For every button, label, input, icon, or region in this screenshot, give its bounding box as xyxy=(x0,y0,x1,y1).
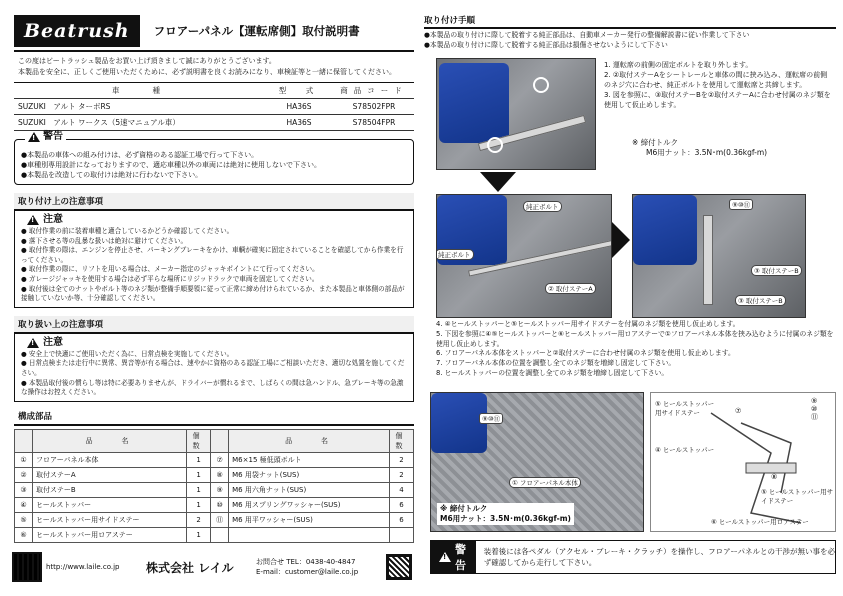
qr-code-icon xyxy=(386,554,412,580)
note-line: ● ガレージジャッキを使用する場合は必ず平らな場所にリジッドラックで車両を固定してください。 xyxy=(21,274,319,283)
label-floor-panel: ① フロアーパネル本体 xyxy=(509,477,581,488)
bolt-marker xyxy=(487,137,503,153)
part-no: ⑦ xyxy=(211,452,229,467)
hw-9: ⑨ xyxy=(482,415,488,423)
part-qty: 6 xyxy=(390,497,414,512)
parts-heading: 構成部品 xyxy=(14,408,414,426)
note-line: ● 取付作業の前に装着車種と適合しているかどうか確認してください。 xyxy=(21,227,234,235)
note-line: ● 安全上で快適にご使用いただく為に、日常点検を実施してください。 xyxy=(21,349,234,358)
install-notes-box xyxy=(14,211,414,308)
part-no: ⑤ xyxy=(15,512,33,527)
part-qty: 1 xyxy=(187,452,211,467)
caution-icon: ! xyxy=(27,215,39,225)
part-no: ⑥ xyxy=(15,527,33,542)
hw-10: ⑩ xyxy=(811,405,818,413)
part-qty: 2 xyxy=(187,512,211,527)
seat-shape xyxy=(439,63,509,143)
caution-label: 注意 xyxy=(43,214,63,226)
warning-icon: ! xyxy=(439,552,451,562)
intro-line: 本製品を安全に、正しくご使用いただくために、必ず説明書を良くお読みになり、車検証等と一緒に保管してください。 xyxy=(18,68,396,76)
steps-1-3 xyxy=(604,60,834,110)
hw-9: ⑨ xyxy=(732,201,738,209)
warning-icon: ! xyxy=(28,132,40,142)
handling-notes-box xyxy=(14,334,414,402)
part-no: ④ xyxy=(15,497,33,512)
intro-text xyxy=(14,56,414,78)
part-name xyxy=(229,527,390,542)
part-name: M6 用平ワッシャー(SUS) xyxy=(229,512,390,527)
part-name: M6 用袋ナット(SUS) xyxy=(229,467,390,482)
caution-caption xyxy=(27,338,407,348)
contact-email[interactable]: E-mail：customer@laile.co.jp xyxy=(256,568,359,576)
note-line: ● 取付作業の際は、エンジンを停止させ、パーキングブレーキをかけ、車輌が確実に固定されていることを確認してから作業を行ってください。 xyxy=(21,246,404,264)
vehicle-model: HA36S xyxy=(264,99,334,115)
caution-caption xyxy=(27,215,407,225)
step-text: 5. 下図を参照に④⑤ヒールストッパーと⑥ヒールストッパー用ロアステーで①フロアーパネル本体を挟み込むように付属のネジ類を使用し仮止めします。 xyxy=(436,329,834,348)
right-arrow-icon xyxy=(612,222,630,258)
torque-note-2 xyxy=(437,503,574,525)
caution-icon: ! xyxy=(27,338,39,348)
torque-value: M6用ナット：3.5N･m(0.36kgf-m) xyxy=(440,514,571,523)
part-no: ⑪ xyxy=(211,512,229,527)
vehicle-header-name: 車 種 xyxy=(14,83,264,99)
part-no: ⑩ xyxy=(211,497,229,512)
photo-seat-front xyxy=(436,58,596,170)
label-lower-stay: ⑥ ヒールストッパー用ロアステー xyxy=(711,518,809,526)
step-text: 1. 運転席の前側の固定ボルトを取り外します。 xyxy=(604,61,753,69)
part-qty: 1 xyxy=(187,527,211,542)
footer xyxy=(14,552,414,582)
photo-stay-a xyxy=(436,194,612,318)
seat-shape xyxy=(431,393,487,453)
part-name: 取付ステーB xyxy=(33,482,187,497)
part-name: M6×15 極低頭ボルト xyxy=(229,452,390,467)
qr-code-icon xyxy=(14,554,40,580)
label-stay-b: ③ 取付ステーB xyxy=(735,295,786,306)
warning-line: ●本製品を改造しての取付けは絶対に行わないで下さい。 xyxy=(21,171,203,179)
bolt-marker xyxy=(533,77,549,93)
vehicle-model: HA36S xyxy=(264,115,334,131)
table-row xyxy=(15,482,414,497)
torque-note-1 xyxy=(632,138,767,158)
warning-text: 装着後には各ペダル（アクセル・ブレーキ・クラッチ）を操作し、フロアーパネルとの干渉が無い事を必ず確認してから走行して下さい。 xyxy=(483,547,836,567)
website-link[interactable]: http://www.laile.co.jp xyxy=(46,563,120,571)
warning-line: ●車種別専用設計になっておりますので、適応車種以外の車両には絶対に使用しないで下さい。 xyxy=(21,161,321,169)
warning-tag xyxy=(431,541,476,573)
part-name: ヒールストッパー xyxy=(33,497,187,512)
part-qty: 1 xyxy=(187,497,211,512)
part-qty: 1 xyxy=(187,482,211,497)
heel-stopper-diagram xyxy=(650,392,836,532)
part-no: ⑧ xyxy=(211,467,229,482)
label-bolt: 純正ボルト xyxy=(523,201,562,212)
vehicle-name: SUZUKI アルト ターボRS xyxy=(14,99,264,115)
steps-4-8 xyxy=(436,320,836,379)
vehicle-header-model: 型 式 xyxy=(264,83,334,99)
hw-8: ⑧ xyxy=(771,473,778,481)
contact-tel: お問合せ TEL：0438-40-4847 xyxy=(256,558,356,566)
part-qty xyxy=(390,527,414,542)
part-name: ヒールストッパー用サイドステー xyxy=(33,512,187,527)
part-no: ① xyxy=(15,452,33,467)
label-stay-b: ③ 取付ステーB xyxy=(751,265,802,276)
bottom-warning xyxy=(430,540,836,574)
note-line: ● 落下させる等の乱暴な扱いは絶対に避けてください。 xyxy=(21,236,188,245)
vehicle-table xyxy=(14,82,414,131)
procedure-note: ●本製品の取り付けに際して脱着する純正部品は、自動車メーカー発行の整備解説書に従い作業して下さい xyxy=(424,31,750,39)
parts-header-name: 品 名 xyxy=(33,429,187,452)
torque-label: ※ 締付トルク xyxy=(440,504,488,513)
vehicle-header-code: 商品コード xyxy=(334,83,414,99)
procedure-notes xyxy=(424,31,836,50)
warning-box xyxy=(14,131,414,185)
part-no: ③ xyxy=(15,482,33,497)
note-line: ● 日常点検または走行中に異常、異音等が有る場合は、速やかに資格のある認証工場にご相談いただき、適切な処置を施してください。 xyxy=(21,359,405,377)
table-row xyxy=(14,99,414,115)
warning-tag xyxy=(25,132,66,142)
hw-9: ⑨ xyxy=(811,397,818,405)
warning-line: ●本製品の車体への組み付けは、必ず資格のある認証工場で行って下さい。 xyxy=(21,151,259,159)
part-qty: 1 xyxy=(187,467,211,482)
step-text: 2. ②取付ステーAをシートレールと車体の間に挟み込み、運転席の前側のネジ穴に合わせ、純正ボルトを使用して運転席と共締します。 xyxy=(604,71,828,89)
table-row xyxy=(15,527,414,542)
step-text: 6. フロアーパネル本体をストッパーと②取付ステーに合わせ付属のネジ類を使用し仮止めします。 xyxy=(436,349,735,358)
table-row xyxy=(15,452,414,467)
hardware-label xyxy=(729,199,753,210)
part-qty: 4 xyxy=(390,482,414,497)
caution-label: 注意 xyxy=(43,336,63,348)
step-text: 7. フロアーパネル本体の位置を調整し全てのネジ類を増締し固定して下さい。 xyxy=(436,359,676,368)
hw-11: ⑪ xyxy=(743,201,751,209)
part-name: M6 用スプリングワッシャー(SUS) xyxy=(229,497,390,512)
company-name: 株式会社 レイル xyxy=(146,560,234,575)
torque-value: M6用ナット：3.5N･m(0.36kgf-m) xyxy=(646,148,768,157)
table-row xyxy=(15,467,414,482)
hw-7: ⑦ xyxy=(735,407,742,415)
note-line: ● 取付作業の際に、リフトを用いる場合は、メーカー指定のジャッキポイントにて行ってください。 xyxy=(21,265,319,274)
left-column xyxy=(14,0,414,543)
parts-header-qty: 個数 xyxy=(390,429,414,452)
part-name: 取付ステーA xyxy=(33,467,187,482)
down-arrow-icon xyxy=(480,172,516,192)
part-qty: 2 xyxy=(390,452,414,467)
hw-10: ⑩ xyxy=(737,201,744,209)
part-no: ② xyxy=(15,467,33,482)
step-text: 4. ④ヒールストッパーと⑤ヒールストッパー用サイドステーを付属のネジ類を使用し仮止めします。 xyxy=(436,320,740,328)
label-bolt: 純正ボルト xyxy=(436,249,474,260)
torque-label: ※ 締付トルク xyxy=(632,138,679,147)
label-heel-stopper: ④ ヒールストッパー xyxy=(655,446,715,454)
vehicle-code: S78502FPR xyxy=(334,99,414,115)
parts-table xyxy=(14,429,414,543)
table-row xyxy=(15,497,414,512)
vehicle-code: S78504FPR xyxy=(334,115,414,131)
part-qty: 6 xyxy=(390,512,414,527)
header xyxy=(14,12,414,52)
part-name: フロアーパネル本体 xyxy=(33,452,187,467)
parts-header-qty: 個数 xyxy=(187,429,211,452)
handling-notes-heading: 取り扱い上の注意事項 xyxy=(14,316,414,334)
hw-11: ⑪ xyxy=(811,413,818,421)
vehicle-name: SUZUKI アルト ワークス（5速マニュアル車） xyxy=(14,115,264,131)
parts-header-name: 品 名 xyxy=(229,429,390,452)
label-side-stay: ⑤ ヒールストッパー用サイドステー xyxy=(655,400,715,417)
note-line: ● 取付後は全てのナットやボルト等のネジ類が整備手順要領に従って正常に締め付けられているか、また本製品と車体側の部品が接触していないか等、十分確認してください。 xyxy=(21,284,405,303)
install-notes-heading: 取り付け上の注意事項 xyxy=(14,193,414,211)
part-qty: 2 xyxy=(390,467,414,482)
step-text: 8. ヒールストッパーの位置を調整し全てのネジ類を増締し固定して下さい。 xyxy=(436,368,669,377)
note-line: ● 本製品取付後の慣らし等は特に必要ありませんが、ドライバーが慣れるまで、しばらくの間は急ハンドル、急ブレーキ等の急激な操作はお控えください。 xyxy=(21,378,404,397)
seat-shape xyxy=(633,195,697,265)
part-name: ヒールストッパー用ロアステー xyxy=(33,527,187,542)
photo-stay-b xyxy=(632,194,806,318)
intro-line: この度はビートラッシュ製品をお買い上げ頂きまして誠にありがとうございます。 xyxy=(18,57,276,65)
step-text: 3. 図を参照に、③取付ステーBを②取付ステーAに合わせ付属のネジ類を使用して仮止めします。 xyxy=(604,91,831,109)
warning-title: 警告 xyxy=(43,131,63,142)
stay-b-shape xyxy=(703,215,713,305)
hw-10: ⑩ xyxy=(487,415,494,423)
right-column xyxy=(424,0,836,50)
hardware-label xyxy=(811,397,818,421)
label-stay-a: ② 取付ステーA xyxy=(545,283,596,294)
part-no xyxy=(211,527,229,542)
table-row xyxy=(14,115,414,131)
procedure-heading: 取り付け手順 xyxy=(424,14,836,29)
part-no: ⑨ xyxy=(211,482,229,497)
part-name: M6 用六角ナット(SUS) xyxy=(229,482,390,497)
hardware-label xyxy=(479,413,503,424)
brand-logo: Beatrush xyxy=(14,15,140,47)
table-row xyxy=(15,512,414,527)
hw-11: ⑪ xyxy=(493,415,501,423)
photo-floor-panel xyxy=(430,392,644,532)
page-title: フロアーパネル【運転席側】取付説明書 xyxy=(153,24,360,38)
warning-title: 警告 xyxy=(455,543,466,572)
label-side-stay: ⑤ ヒールストッパー用サイドステー xyxy=(761,488,834,505)
procedure-note: ●本製品の取り付けに際して脱着する純正部品は損傷させないようにして下さい xyxy=(424,40,668,49)
